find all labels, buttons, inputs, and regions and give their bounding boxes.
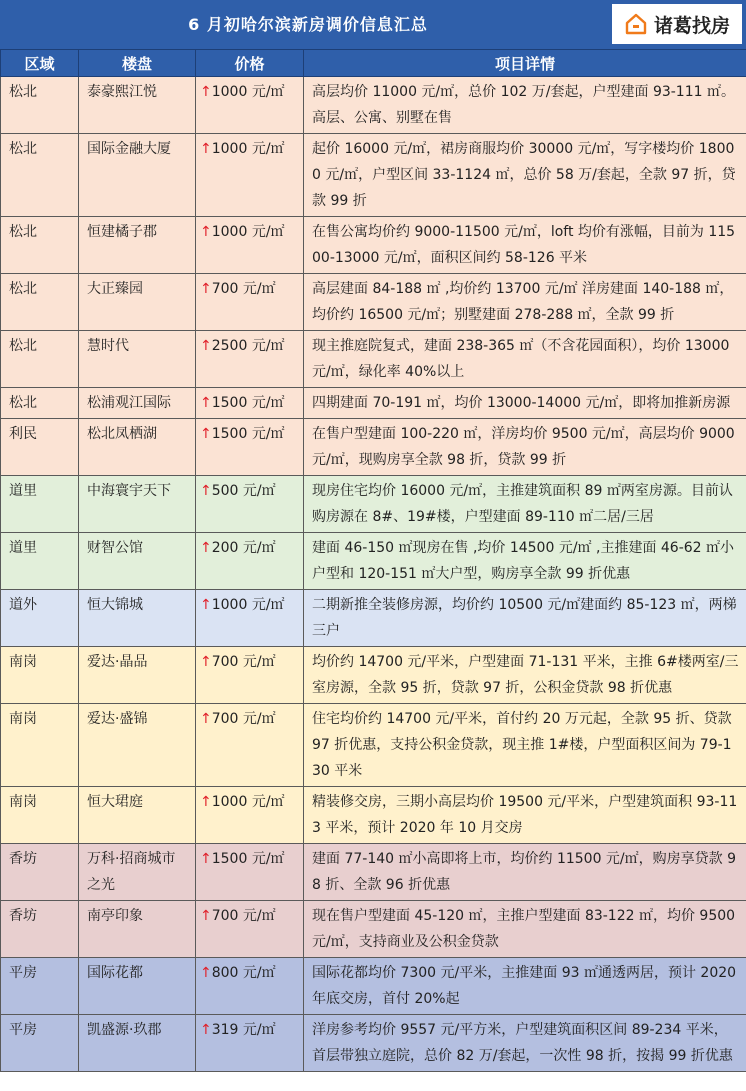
table-body (1, 77, 746, 1072)
price-value: 700 元/㎡ (211, 908, 276, 924)
up-arrow-icon: ↑ (200, 338, 212, 354)
district-cell: 香坊 (1, 844, 79, 901)
table-row (1, 787, 746, 844)
header-price: 价格 (196, 50, 304, 77)
price-value: 1500 元/㎡ (211, 395, 285, 411)
table-row (1, 590, 746, 647)
up-arrow-icon: ↑ (200, 711, 212, 727)
detail-cell: 建面 46-150 ㎡现房在售 ,均价 14500 元/㎡ ,主推建面 46-62 ㎡小户型和 120-151 ㎡大户型，购房享全款 99 折优惠 (304, 533, 746, 590)
brand-logo (612, 4, 742, 44)
project-cell: 财智公馆 (79, 533, 196, 590)
project-cell: 爱达·晶品 (79, 647, 196, 704)
detail-cell: 建面 77-140 ㎡小高即将上市，均价约 11500 元/㎡，购房享贷款 98 折、全款 96 折优惠 (304, 844, 746, 901)
price-value: 700 元/㎡ (211, 281, 276, 297)
table-row (1, 274, 746, 331)
price-value: 1500 元/㎡ (211, 426, 285, 442)
up-arrow-icon: ↑ (200, 654, 212, 670)
price-cell (196, 419, 304, 476)
price-value: 2500 元/㎡ (211, 338, 285, 354)
table-row (1, 901, 746, 958)
table-row (1, 476, 746, 533)
header-project: 楼盘 (79, 50, 196, 77)
price-cell (196, 901, 304, 958)
price-value: 1000 元/㎡ (211, 794, 285, 810)
price-cell (196, 1015, 304, 1072)
price-value: 500 元/㎡ (211, 483, 276, 499)
price-value: 1000 元/㎡ (211, 84, 285, 100)
district-cell: 南岗 (1, 647, 79, 704)
price-cell (196, 958, 304, 1015)
price-value: 700 元/㎡ (211, 711, 276, 727)
price-cell (196, 844, 304, 901)
house-logo-icon (624, 12, 648, 36)
price-value: 1000 元/㎡ (211, 141, 285, 157)
price-value: 319 元/㎡ (211, 1022, 276, 1038)
price-cell (196, 533, 304, 590)
table-row (1, 647, 746, 704)
project-cell: 中海寰宇天下 (79, 476, 196, 533)
district-cell: 利民 (1, 419, 79, 476)
table-header-row (1, 50, 746, 77)
project-cell: 南亭印象 (79, 901, 196, 958)
project-cell: 泰豪熙江悦 (79, 77, 196, 134)
detail-cell: 现房住宅均价 16000 元/㎡，主推建筑面积 89 ㎡两室房源。目前认购房源在 8#、19#楼，户型建面 89-110 ㎡二居/三居 (304, 476, 746, 533)
detail-cell: 在售公寓均价约 9000-11500 元/㎡，loft 均价有涨幅，目前为 11500-13000 元/㎡，面积区间约 58-126 平米 (304, 217, 746, 274)
project-cell: 松浦观江国际 (79, 388, 196, 419)
project-cell: 恒大锦城 (79, 590, 196, 647)
district-cell: 道里 (1, 533, 79, 590)
price-value: 1000 元/㎡ (211, 224, 285, 240)
detail-cell: 四期建面 70-191 ㎡，均价 13000-14000 元/㎡，即将加推新房源 (304, 388, 746, 419)
project-cell: 松北凤栖湖 (79, 419, 196, 476)
table-row (1, 958, 746, 1015)
up-arrow-icon: ↑ (200, 141, 212, 157)
detail-cell: 均价约 14700 元/平米，户型建面 71-131 平米，主推 6#楼两室/三室房源，全款 95 折，贷款 97 折，公积金贷款 98 折优惠 (304, 647, 746, 704)
detail-cell: 国际花都均价 7300 元/平米，主推建面 93 ㎡通透两居，预计 2020 年底交房，首付 20%起 (304, 958, 746, 1015)
project-cell: 国际花都 (79, 958, 196, 1015)
detail-cell: 高层均价 11000 元/㎡，总价 102 万/套起，户型建面 93-111 ㎡。高层、公寓、别墅在售 (304, 77, 746, 134)
table-row (1, 844, 746, 901)
project-cell: 爱达·盛锦 (79, 704, 196, 787)
project-cell: 大正臻园 (79, 274, 196, 331)
district-cell: 松北 (1, 274, 79, 331)
up-arrow-icon: ↑ (200, 794, 212, 810)
price-cell (196, 331, 304, 388)
detail-cell: 现在售户型建面 45-120 ㎡，主推户型建面 83-122 ㎡，均价 9500 元/㎡，支持商业及公积金贷款 (304, 901, 746, 958)
district-cell: 松北 (1, 331, 79, 388)
project-cell: 恒建橘子郡 (79, 217, 196, 274)
detail-cell: 二期新推全装修房源，均价约 10500 元/㎡建面约 85-123 ㎡，两梯三户 (304, 590, 746, 647)
up-arrow-icon: ↑ (200, 597, 212, 613)
price-value: 800 元/㎡ (211, 965, 276, 981)
table-row (1, 388, 746, 419)
up-arrow-icon: ↑ (200, 540, 212, 556)
district-cell: 道外 (1, 590, 79, 647)
price-value: 1000 元/㎡ (211, 597, 285, 613)
project-cell: 慧时代 (79, 331, 196, 388)
header-detail: 项目详情 (304, 50, 746, 77)
project-cell: 国际金融大厦 (79, 134, 196, 217)
price-cell (196, 134, 304, 217)
price-cell (196, 590, 304, 647)
table-row (1, 134, 746, 217)
detail-cell: 住宅均价约 14700 元/平米，首付约 20 万元起，全款 95 折、贷款 97 折优惠，支持公积金贷款，现主推 1#楼，户型面积区间为 79-130 平米 (304, 704, 746, 787)
up-arrow-icon: ↑ (200, 84, 212, 100)
up-arrow-icon: ↑ (200, 426, 212, 442)
district-cell: 平房 (1, 958, 79, 1015)
project-cell: 恒大珺庭 (79, 787, 196, 844)
up-arrow-icon: ↑ (200, 395, 212, 411)
table-row (1, 704, 746, 787)
price-value: 200 元/㎡ (211, 540, 276, 556)
detail-cell: 起价 16000 元/㎡，裙房商服均价 30000 元/㎡，写字楼均价 18000 元/㎡，户型区间 33-1124 ㎡，总价 58 万/套起，全款 97 折，贷款 99 折 (304, 134, 746, 217)
project-cell: 万科·招商城市之光 (79, 844, 196, 901)
header-district: 区域 (1, 50, 79, 77)
price-value: 700 元/㎡ (211, 654, 276, 670)
project-cell: 凯盛源·玖郡 (79, 1015, 196, 1072)
table-row (1, 331, 746, 388)
title-bar (0, 0, 746, 49)
district-cell: 平房 (1, 1015, 79, 1072)
price-value: 1500 元/㎡ (211, 851, 285, 867)
price-cell (196, 388, 304, 419)
detail-cell: 在售户型建面 100-220 ㎡，洋房均价 9500 元/㎡，高层均价 9000 元/㎡，现购房享全款 98 折，贷款 99 折 (304, 419, 746, 476)
table-row (1, 1015, 746, 1072)
price-table (0, 49, 746, 1072)
detail-cell: 精装修交房，三期小高层均价 19500 元/平米，户型建筑面积 93-113 平米，预计 2020 年 10 月交房 (304, 787, 746, 844)
detail-cell: 洋房参考均价 9557 元/平方米，户型建筑面积区间 89-234 平米，首层带独立庭院，总价 82 万/套起，一次性 98 折，按揭 99 折优惠 (304, 1015, 746, 1072)
price-cell (196, 217, 304, 274)
up-arrow-icon: ↑ (200, 281, 212, 297)
price-cell (196, 704, 304, 787)
district-cell: 松北 (1, 217, 79, 274)
district-cell: 松北 (1, 77, 79, 134)
price-cell (196, 274, 304, 331)
district-cell: 松北 (1, 134, 79, 217)
up-arrow-icon: ↑ (200, 851, 212, 867)
district-cell: 松北 (1, 388, 79, 419)
price-cell (196, 476, 304, 533)
price-cell (196, 647, 304, 704)
table-row (1, 217, 746, 274)
up-arrow-icon: ↑ (200, 908, 212, 924)
price-cell (196, 77, 304, 134)
district-cell: 香坊 (1, 901, 79, 958)
district-cell: 道里 (1, 476, 79, 533)
page-title: 6 月初哈尔滨新房调价信息汇总 (188, 15, 428, 34)
table-row (1, 419, 746, 476)
up-arrow-icon: ↑ (200, 483, 212, 499)
up-arrow-icon: ↑ (200, 224, 212, 240)
detail-cell: 现主推庭院复式，建面 238-365 ㎡（不含花园面积），均价 13000 元/㎡，绿化率 40%以上 (304, 331, 746, 388)
table-row (1, 77, 746, 134)
up-arrow-icon: ↑ (200, 965, 212, 981)
up-arrow-icon: ↑ (200, 1022, 212, 1038)
district-cell: 南岗 (1, 787, 79, 844)
price-cell (196, 787, 304, 844)
district-cell: 南岗 (1, 704, 79, 787)
brand-name: 诸葛找房 (653, 14, 730, 37)
table-row (1, 533, 746, 590)
detail-cell: 高层建面 84-188 ㎡ ,均价约 13700 元/㎡ 洋房建面 140-188 ㎡，均价约 16500 元/㎡；别墅建面 278-288 ㎡，全款 99 折 (304, 274, 746, 331)
